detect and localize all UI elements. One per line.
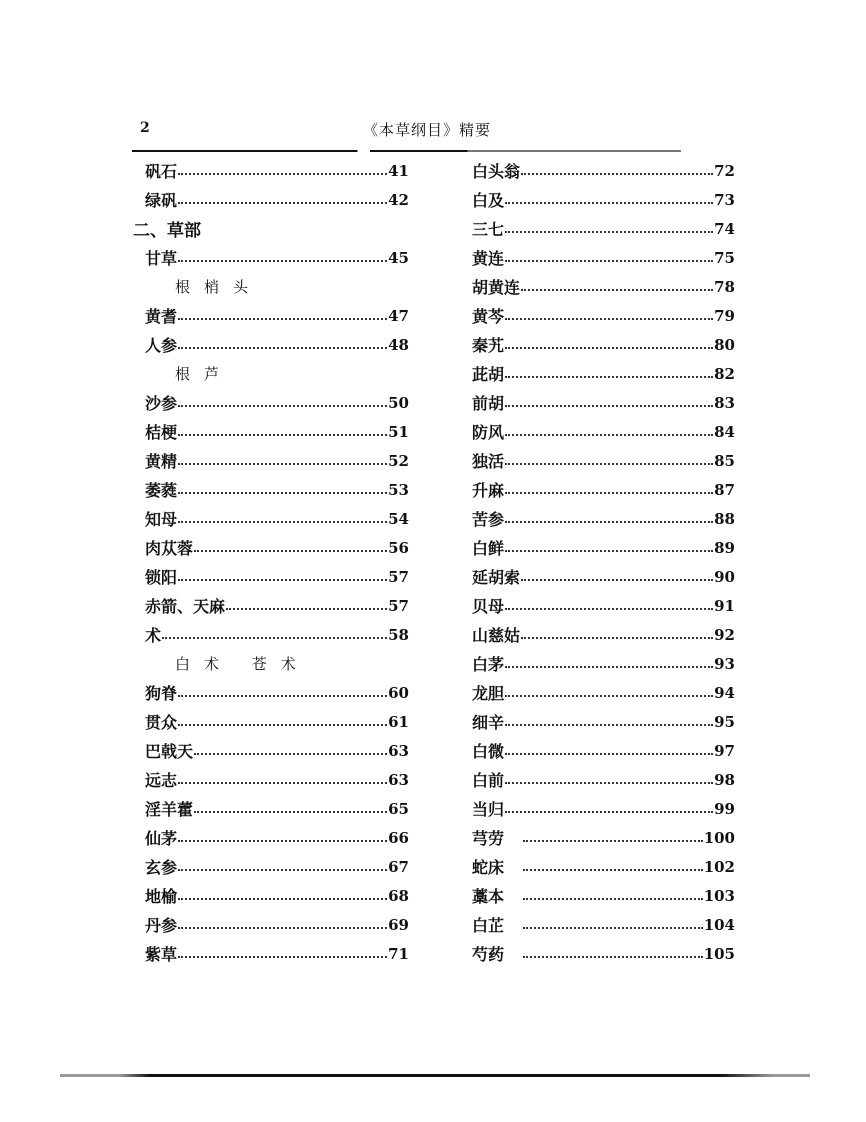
- page-ref: 92: [714, 625, 735, 644]
- dot-leader: [178, 347, 387, 349]
- toc-entry[interactable]: [133, 562, 409, 591]
- page-ref: 54: [388, 509, 409, 528]
- toc-entry[interactable]: [133, 881, 409, 910]
- toc-entry[interactable]: [133, 388, 409, 417]
- toc-entry[interactable]: [472, 272, 735, 301]
- entry-name: 白茅: [472, 655, 505, 674]
- toc-entry[interactable]: [472, 736, 735, 765]
- dot-leader: [523, 869, 703, 871]
- entry-name: 肉苁蓉: [145, 539, 194, 558]
- page-ref: 65: [388, 799, 409, 818]
- toc-entry[interactable]: [472, 765, 735, 794]
- dot-leader: [521, 289, 713, 291]
- entry-name: 芍药: [472, 945, 505, 964]
- dot-leader: [505, 550, 713, 552]
- toc-entry[interactable]: [133, 794, 409, 823]
- dot-leader: [178, 956, 387, 958]
- page-ref: 105: [703, 944, 735, 963]
- page-ref: 88: [714, 509, 735, 528]
- entry-name: 沙参: [145, 394, 178, 413]
- entry-name: 玄参: [145, 858, 178, 877]
- toc-entry[interactable]: [133, 504, 409, 533]
- page-ref: 99: [714, 799, 735, 818]
- dot-leader: [523, 927, 703, 929]
- toc-entry[interactable]: [133, 736, 409, 765]
- toc-entry[interactable]: [472, 359, 735, 388]
- dot-leader: [505, 376, 713, 378]
- entry-name: 芎劳: [472, 829, 505, 848]
- dot-leader: [505, 231, 713, 233]
- entry-name: 地榆: [145, 887, 178, 906]
- page-ref: 89: [714, 538, 735, 557]
- page-ref: 74: [714, 219, 735, 238]
- entry-name: 丹参: [145, 916, 178, 935]
- entry-name: 藁本: [472, 887, 505, 906]
- page-ref: 57: [388, 596, 409, 615]
- page-ref: 61: [388, 712, 409, 731]
- toc-entry[interactable]: [133, 533, 409, 562]
- entry-name: 人参: [145, 336, 178, 355]
- entry-name: 延胡索: [472, 568, 521, 587]
- page-ref: 66: [388, 828, 409, 847]
- toc-entry[interactable]: [133, 446, 409, 475]
- dot-leader: [178, 782, 387, 784]
- toc-entry[interactable]: [472, 156, 735, 185]
- entry-name: 根梢头: [175, 278, 263, 296]
- entry-name: 龙胆: [472, 684, 505, 703]
- toc-entry[interactable]: [133, 330, 409, 359]
- toc-entry[interactable]: [472, 446, 735, 475]
- entry-name: 升麻: [472, 481, 505, 500]
- dot-leader: [178, 521, 387, 523]
- entry-name: 赤箭、天麻: [145, 597, 226, 616]
- entry-name: 白头翁: [472, 162, 521, 181]
- page-ref: 71: [388, 944, 409, 963]
- dot-leader: [505, 405, 713, 407]
- toc-entry[interactable]: [133, 243, 409, 272]
- entry-name: 绿矾: [145, 191, 178, 210]
- dot-leader: [178, 202, 387, 204]
- dot-leader: [178, 260, 387, 262]
- toc-entry[interactable]: [472, 533, 735, 562]
- page-ref: 56: [388, 538, 409, 557]
- page-ref: 45: [388, 248, 409, 267]
- entry-name: 知母: [145, 510, 178, 529]
- entry-name: 白术 苍术: [175, 655, 310, 673]
- dot-leader: [523, 898, 703, 900]
- toc-entry[interactable]: [472, 852, 735, 881]
- entry-name: 白及: [472, 191, 505, 210]
- dot-leader: [178, 318, 387, 320]
- page-ref: 68: [388, 886, 409, 905]
- entry-name: 仙茅: [145, 829, 178, 848]
- dot-leader: [521, 579, 713, 581]
- toc-entry[interactable]: [472, 388, 735, 417]
- dot-leader: [194, 550, 387, 552]
- toc-right-column: [472, 156, 735, 968]
- page-ref: 97: [714, 741, 735, 760]
- toc-entry[interactable]: [472, 417, 735, 446]
- page-ref: 98: [714, 770, 735, 789]
- dot-leader: [162, 637, 387, 639]
- dot-leader: [178, 927, 387, 929]
- dot-leader: [523, 840, 703, 842]
- page-ref: 93: [714, 654, 735, 673]
- page-ref: 50: [388, 393, 409, 412]
- dot-leader: [178, 434, 387, 436]
- subentry-note: [133, 359, 409, 388]
- page-ref: 91: [714, 596, 735, 615]
- dot-leader: [505, 202, 713, 204]
- dot-leader: [521, 173, 713, 175]
- toc-entry[interactable]: [133, 620, 409, 649]
- page-ref: 67: [388, 857, 409, 876]
- toc-entry[interactable]: [472, 881, 735, 910]
- entry-name: 锁阳: [145, 568, 178, 587]
- entry-name: 萎蕤: [145, 481, 178, 500]
- toc-entry[interactable]: [472, 214, 735, 243]
- dot-leader: [505, 811, 713, 813]
- dot-leader: [226, 608, 387, 610]
- dot-leader: [505, 492, 713, 494]
- toc-entry[interactable]: [133, 852, 409, 881]
- page-ref: 83: [714, 393, 735, 412]
- toc-entry[interactable]: [133, 417, 409, 446]
- page-ref: 72: [714, 161, 735, 180]
- header-rule: [132, 150, 742, 152]
- page-ref: 52: [388, 451, 409, 470]
- entry-name: 蛇床: [472, 858, 505, 877]
- toc-entry[interactable]: [133, 823, 409, 852]
- entry-name: 矾石: [145, 162, 178, 181]
- entry-name: 紫草: [145, 945, 178, 964]
- entry-name: 贯众: [145, 713, 178, 732]
- entry-name: 贝母: [472, 597, 505, 616]
- entry-name: 淫羊藿: [145, 800, 194, 819]
- dot-leader: [505, 318, 713, 320]
- dot-leader: [178, 724, 387, 726]
- toc-entry[interactable]: [133, 678, 409, 707]
- dot-leader: [178, 463, 387, 465]
- entry-name: 防风: [472, 423, 505, 442]
- entry-name: 山慈姑: [472, 626, 521, 645]
- running-title: 《本草纲目》精要: [363, 121, 492, 139]
- dot-leader: [178, 173, 387, 175]
- entry-name: 术: [145, 626, 162, 645]
- page-ref: 41: [388, 161, 409, 180]
- toc-entry[interactable]: [472, 707, 735, 736]
- toc-entry[interactable]: [472, 301, 735, 330]
- page-ref: 102: [703, 857, 735, 876]
- toc-entry[interactable]: [472, 649, 735, 678]
- entry-name: 白前: [472, 771, 505, 790]
- page-ref: 80: [714, 335, 735, 354]
- dot-leader: [505, 521, 713, 523]
- toc-entry[interactable]: [472, 823, 735, 852]
- entry-name: 根芦: [175, 365, 234, 383]
- entry-name: 白芷: [472, 916, 505, 935]
- dot-leader: [505, 260, 713, 262]
- entry-name: 甘草: [145, 249, 178, 268]
- entry-name: 胡黄连: [472, 278, 521, 297]
- page-ref: 63: [388, 741, 409, 760]
- toc-entry[interactable]: [133, 591, 409, 620]
- page-ref: 75: [714, 248, 735, 267]
- page-ref: 94: [714, 683, 735, 702]
- page-ref: 58: [388, 625, 409, 644]
- subentry-note: [133, 649, 409, 678]
- entry-name: 当归: [472, 800, 505, 819]
- entry-name: 苦参: [472, 510, 505, 529]
- toc-entry[interactable]: [133, 156, 409, 185]
- entry-name: 二、草部: [133, 221, 201, 241]
- page-ref: 87: [714, 480, 735, 499]
- entry-name: 巴戟天: [145, 742, 194, 761]
- section-heading: [133, 214, 409, 243]
- toc-entry[interactable]: [133, 939, 409, 968]
- page-ref: 85: [714, 451, 735, 470]
- dot-leader: [505, 434, 713, 436]
- toc-entry[interactable]: [472, 591, 735, 620]
- entry-name: 独活: [472, 452, 505, 471]
- page-ref: 103: [703, 886, 735, 905]
- dot-leader: [505, 753, 713, 755]
- toc-entry[interactable]: [472, 330, 735, 359]
- entry-name: 秦艽: [472, 336, 505, 355]
- dot-leader: [178, 840, 387, 842]
- dot-leader: [505, 724, 713, 726]
- page-ref: 104: [703, 915, 735, 934]
- dot-leader: [194, 811, 387, 813]
- toc-entry[interactable]: [472, 562, 735, 591]
- page-ref: 63: [388, 770, 409, 789]
- toc-entry[interactable]: [133, 765, 409, 794]
- entry-name: 三七: [472, 220, 505, 239]
- dot-leader: [178, 898, 387, 900]
- page-ref: 84: [714, 422, 735, 441]
- page-ref: 90: [714, 567, 735, 586]
- toc-entry[interactable]: [472, 910, 735, 939]
- page-ref: 78: [714, 277, 735, 296]
- page-ref: 82: [714, 364, 735, 383]
- dot-leader: [194, 753, 387, 755]
- dot-leader: [178, 579, 387, 581]
- toc-entry[interactable]: [472, 243, 735, 272]
- entry-name: 桔梗: [145, 423, 178, 442]
- dot-leader: [523, 956, 703, 958]
- dot-leader: [505, 695, 713, 697]
- page-ref: 57: [388, 567, 409, 586]
- toc-entry[interactable]: [133, 910, 409, 939]
- toc-entry[interactable]: [133, 707, 409, 736]
- page-number: 2: [140, 120, 150, 136]
- dot-leader: [521, 637, 713, 639]
- page-ref: 53: [388, 480, 409, 499]
- entry-name: 白鲜: [472, 539, 505, 558]
- page-ref: 47: [388, 306, 409, 325]
- footer-rule: [60, 1074, 810, 1077]
- dot-leader: [178, 405, 387, 407]
- entry-name: 黄芩: [472, 307, 505, 326]
- entry-name: 前胡: [472, 394, 505, 413]
- page-ref: 95: [714, 712, 735, 731]
- dot-leader: [505, 608, 713, 610]
- toc-entry[interactable]: [472, 504, 735, 533]
- entry-name: 黄连: [472, 249, 505, 268]
- page-ref: 60: [388, 683, 409, 702]
- entry-name: 细辛: [472, 713, 505, 732]
- toc-entry[interactable]: [472, 678, 735, 707]
- page-ref: 51: [388, 422, 409, 441]
- page-ref: 48: [388, 335, 409, 354]
- dot-leader: [178, 492, 387, 494]
- toc-entry[interactable]: [472, 620, 735, 649]
- toc-entry[interactable]: [472, 185, 735, 214]
- entry-name: 白微: [472, 742, 505, 761]
- entry-name: 黄耆: [145, 307, 178, 326]
- dot-leader: [178, 695, 387, 697]
- page-ref: 69: [388, 915, 409, 934]
- entry-name: 远志: [145, 771, 178, 790]
- toc-entry[interactable]: [472, 939, 735, 968]
- dot-leader: [178, 869, 387, 871]
- toc-entry[interactable]: [133, 301, 409, 330]
- page-ref: 42: [388, 190, 409, 209]
- subentry-note: [133, 272, 409, 301]
- dot-leader: [505, 782, 713, 784]
- entry-name: 茈胡: [472, 365, 505, 384]
- toc-entry[interactable]: [472, 475, 735, 504]
- page-ref: 79: [714, 306, 735, 325]
- toc-entry[interactable]: [133, 475, 409, 504]
- page-ref: 73: [714, 190, 735, 209]
- entry-name: 黄精: [145, 452, 178, 471]
- toc-entry[interactable]: [133, 185, 409, 214]
- dot-leader: [505, 463, 713, 465]
- toc-left-column: [133, 156, 409, 968]
- toc-entry[interactable]: [472, 794, 735, 823]
- dot-leader: [505, 347, 713, 349]
- page-ref: 100: [703, 828, 735, 847]
- dot-leader: [505, 666, 713, 668]
- entry-name: 狗脊: [145, 684, 178, 703]
